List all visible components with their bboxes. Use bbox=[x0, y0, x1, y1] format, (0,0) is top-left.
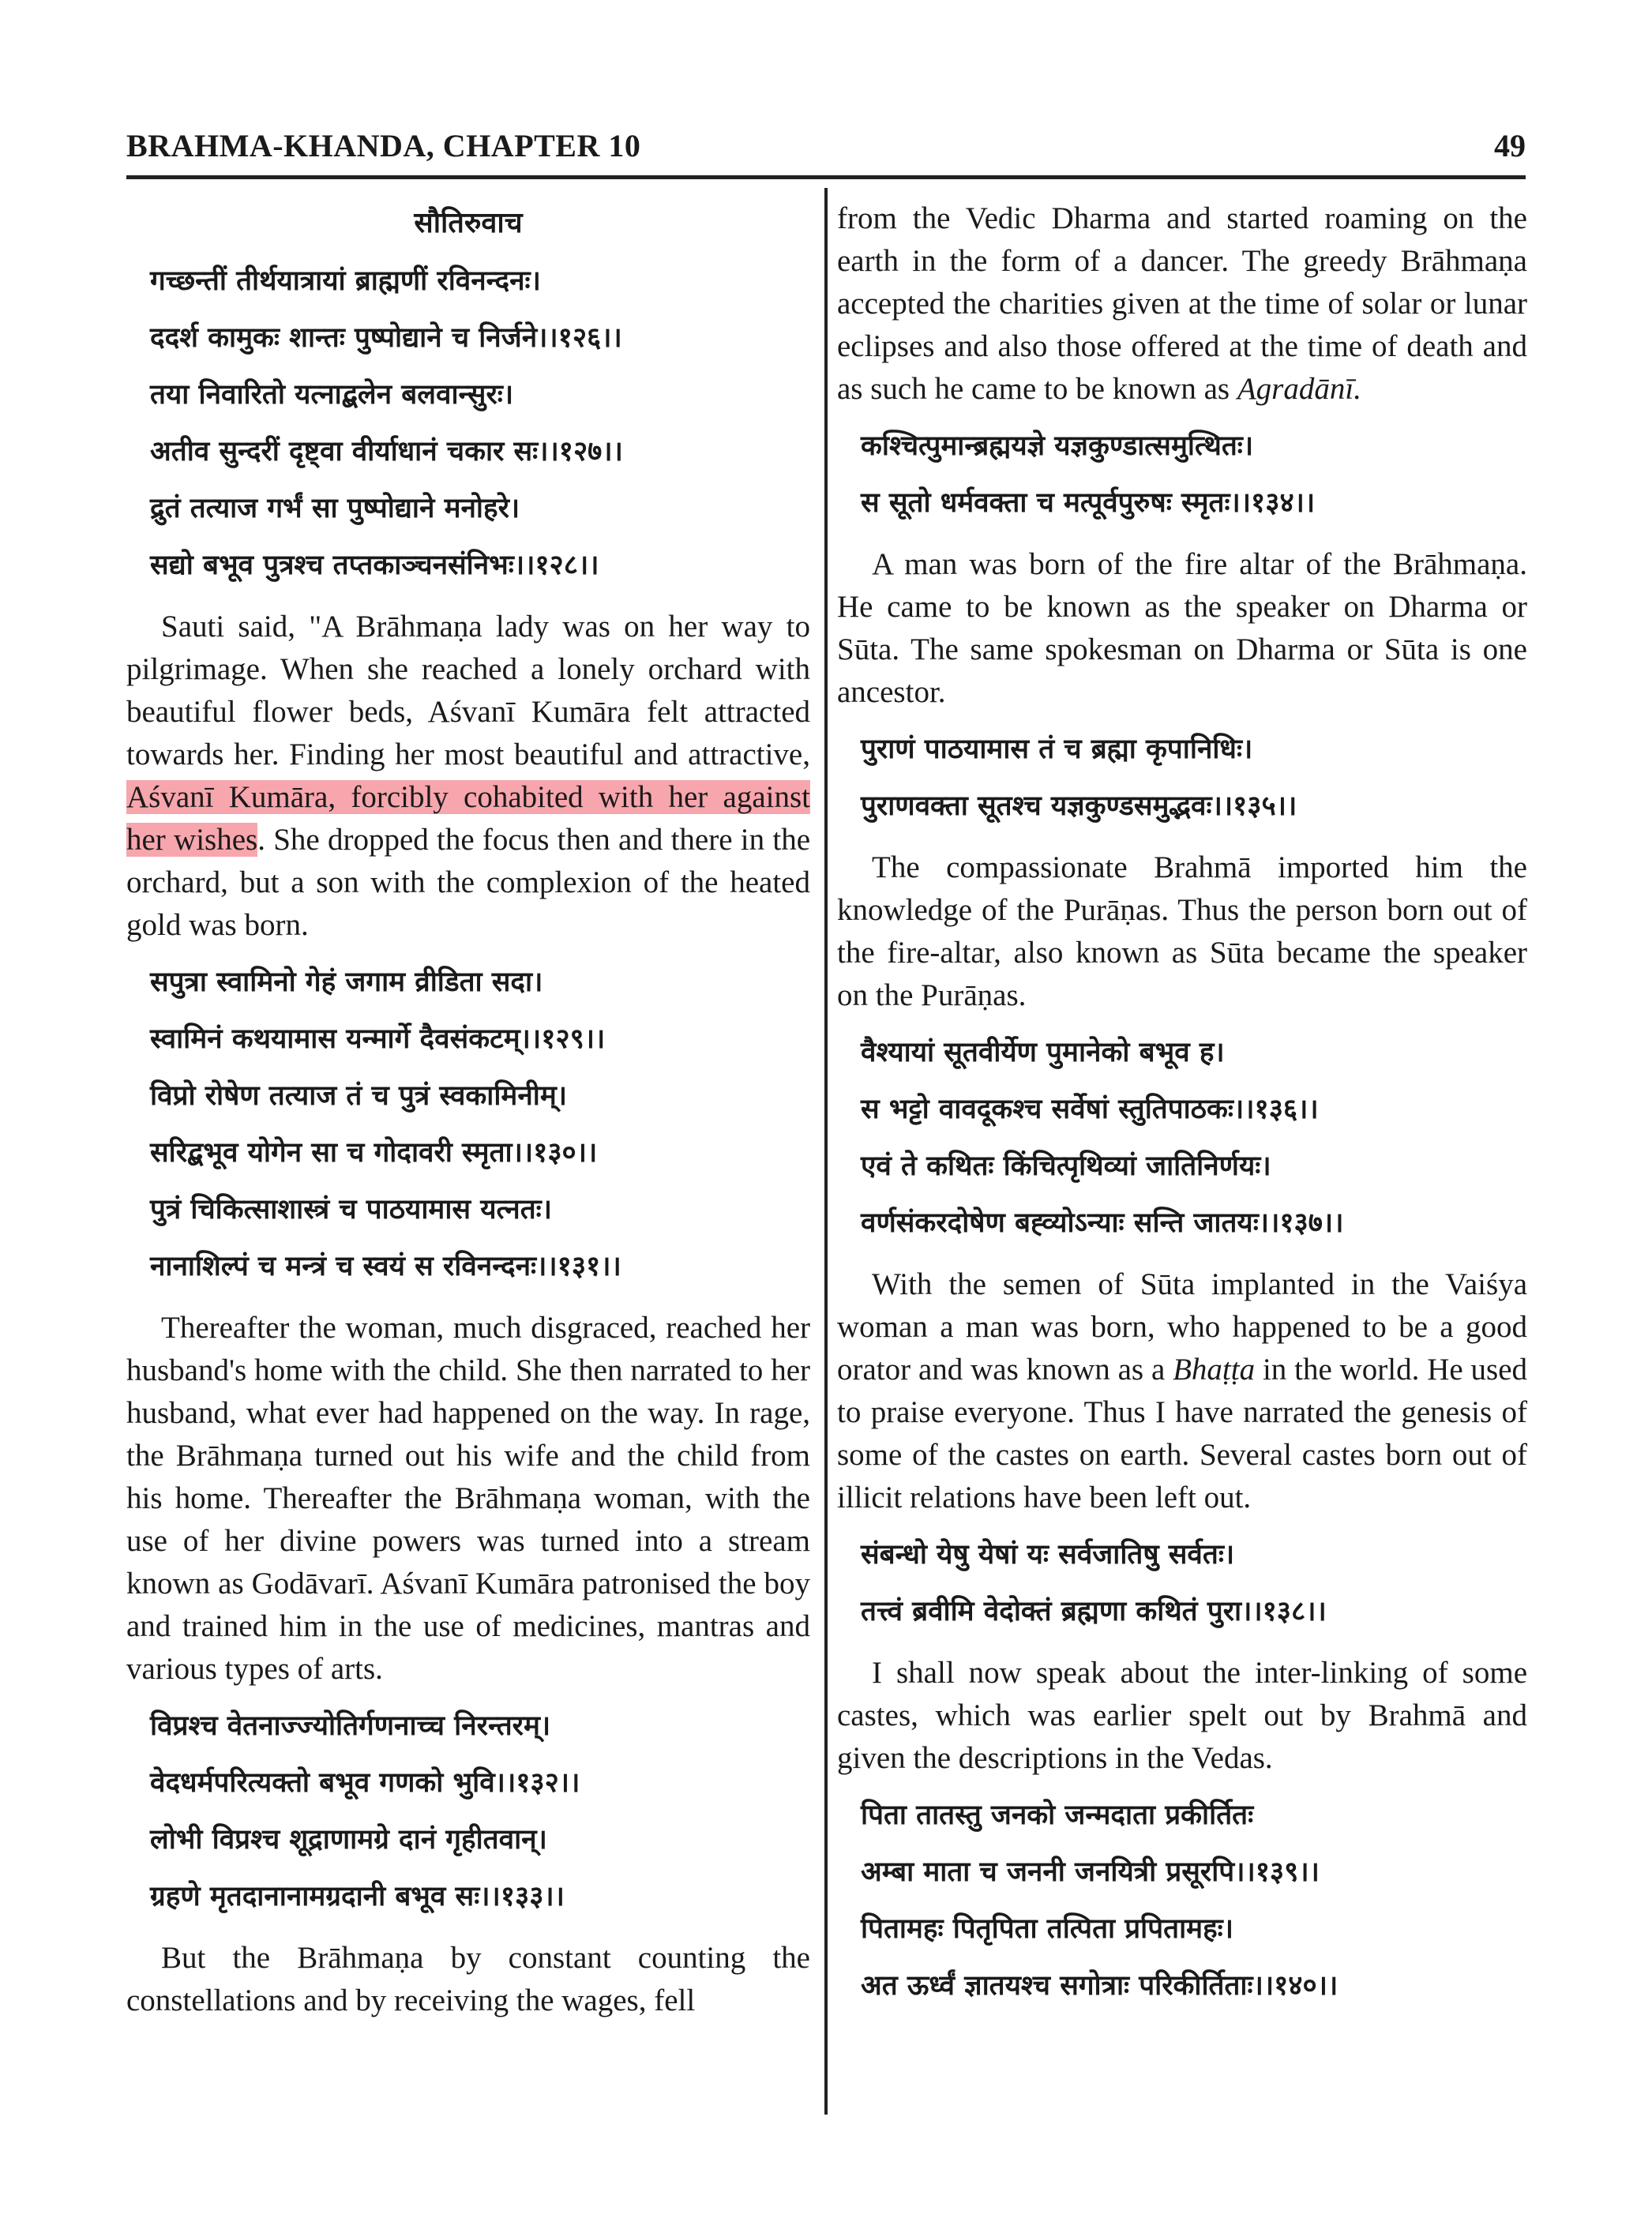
left-column bbox=[126, 197, 810, 2022]
page-number: 49 bbox=[1494, 128, 1526, 163]
verse-block bbox=[837, 733, 1527, 823]
verse-line: अम्बा माता च जननी जनयित्री प्रसूरपि।।१३९।। bbox=[861, 1856, 1320, 1888]
translation-paragraph bbox=[126, 606, 810, 947]
right-column bbox=[837, 197, 1527, 2026]
paragraph-text: . She dropped the focus then and there in the orchard, but a son with the complexion of the heated gold was born. bbox=[126, 823, 811, 942]
verse-block bbox=[126, 1709, 810, 1913]
verse-line: विप्रश्च वेतनाज्ज्योतिर्गणनाच्च निरन्तरम्। bbox=[150, 1710, 551, 1742]
running-title: BRAHMA-KHANDA, CHAPTER 10 bbox=[126, 128, 641, 163]
verse-line: पुत्रं चिकित्साशास्त्रं च पाठयामास यत्नतः। bbox=[150, 1194, 552, 1225]
verse-block bbox=[126, 966, 810, 1283]
verse-line: पुराणवक्ता सूतश्च यज्ञकुण्डसमुद्भवः।।१३५।। bbox=[861, 790, 1297, 822]
verse-line: अतीव सुन्दरीं दृष्ट्वा वीर्याधानं चकार सः।।१२७।। bbox=[150, 436, 623, 467]
translation-paragraph: I shall now speak about the inter-linking of some castes, which was earlier spelt out by Brahmā and given the descriptions in the Vedas. bbox=[837, 1656, 1527, 1775]
translation-paragraph: But the Brāhmaṇa by constant counting the constellations and by receiving the wages, fell bbox=[126, 1941, 810, 2017]
verse-block bbox=[837, 1036, 1527, 1240]
verse-line: द्रुतं तत्याज गर्भं सा पुष्पोद्याने मनोहरे। bbox=[150, 493, 520, 524]
verse-line: एवं ते कथितः किंचित्पृथिव्यां जातिनिर्णयः। bbox=[861, 1150, 1271, 1182]
verse-line: तया निवारितो यत्नाद्बलेन बलवान्सुरः। bbox=[150, 379, 514, 411]
verse-line: विप्रो रोषेण तत्याज तं च पुत्रं स्वकामिनीम्। bbox=[150, 1080, 568, 1112]
verse-heading: सौतिरुवाच bbox=[414, 207, 523, 239]
translation-paragraph: Thereafter the woman, much disgraced, reached her husband's home with the child. She then narrated to her husband, what ever had happened on the way. In rage, the Brāhmaṇa turned out his wife and the child from his home. Thereafter the Brāhmaṇa woman, with the use of her divine powers was turned into a stream known as Godāvarī. Aśvanī Kumāra patronised the boy and trained him in the use of medicines, mantras and various types of arts. bbox=[126, 1311, 810, 1686]
verse-line: तत्त्वं ब्रवीमि वेदोक्तं ब्रह्मणा कथितं पुरा।।१३८।। bbox=[861, 1596, 1327, 1627]
verse-line: नानाशिल्पं च मन्त्रं च स्वयं स रविनन्दनः।।१३१।। bbox=[150, 1251, 621, 1282]
verse-line: पिता तातस्तु जनको जन्मदाता प्रकीर्तितः bbox=[861, 1800, 1254, 1831]
verse-line: सरिद्बभूव योगेन सा च गोदावरी स्मृता।।१३०।। bbox=[150, 1137, 598, 1169]
page-header bbox=[126, 117, 1526, 164]
verse-block bbox=[837, 430, 1527, 520]
highlighted-text: Aśvanī Kumāra, forcibly cohabited with her against her wishes bbox=[126, 780, 810, 857]
verse-line: लोभी विप्रश्च शूद्राणामग्रे दानं गृहीतवान्। bbox=[150, 1824, 547, 1856]
paragraph-text: from the Vedic Dharma and started roaming on the earth in the form of a dancer. The greedy Brāhmaṇa accepted the charities given at the time of solar or lunar eclipses and also those offered at the time of death and as such he came to be known as bbox=[837, 201, 1527, 406]
emphasis-text: Agradānī. bbox=[1237, 372, 1361, 406]
verse-line: स्वामिनं कथयामास यन्मार्गे दैवसंकटम्।।१२९।। bbox=[150, 1023, 606, 1055]
emphasis-text: Bhaṭṭa bbox=[1173, 1353, 1256, 1387]
verse-line: संबन्धो येषु येषां यः सर्वजातिषु सर्वतः। bbox=[861, 1539, 1235, 1571]
verse-line: वैश्यायां सूतवीर्येण पुमानेको बभूव ह। bbox=[861, 1037, 1225, 1068]
verse-line: कश्चित्पुमान्ब्रह्मयज्ञे यज्ञकुण्डात्समुत्थितः। bbox=[861, 430, 1254, 462]
verse-block bbox=[837, 1538, 1527, 1628]
verse-line: गच्छन्तीं तीर्थयात्रायां ब्राह्मणीं रविनन्दनः। bbox=[150, 265, 541, 297]
verse-line: स सूतो धर्मवक्ता च मत्पूर्वपुरुषः स्मृतः।।१३४।। bbox=[861, 487, 1316, 519]
translation-paragraph bbox=[837, 1263, 1527, 1519]
header-rule bbox=[126, 175, 1526, 179]
verse-line: पितामहः पितृपिता तत्पिता प्रपितामहः। bbox=[861, 1913, 1233, 1945]
verse-line: सद्यो बभूव पुत्रश्च तप्तकाञ्चनसंनिभः।।१२८।। bbox=[150, 550, 599, 581]
verse-line: अत ऊर्ध्वं ज्ञातयश्च सगोत्राः परिकीर्तिताः।।१४०।। bbox=[861, 1970, 1338, 2002]
verse-line: ददर्श कामुकः शान्तः पुष्पोद्याने च निर्जने।।१२६।। bbox=[150, 322, 622, 354]
paragraph-text: in the world. He used to praise everyone. Thus I have narrated the genesis of some of the castes on earth. Several castes born out of illicit relations have been left out. bbox=[837, 1353, 1528, 1514]
verse-line: वर्णसंकरदोषेण बह्व्योऽन्याः सन्ति जातयः।।१३७।। bbox=[861, 1207, 1344, 1239]
verse-block bbox=[837, 1799, 1527, 2002]
verse-block bbox=[126, 265, 810, 582]
paragraph-text: Sauti said, "A Brāhmaṇa lady was on her way to pilgrimage. When she reached a lonely orchard with beautiful flower beds, Aśvanī Kumāra felt attracted towards her. Finding her most beautiful and attractive, bbox=[126, 610, 810, 771]
verse-line: सपुत्रा स्वामिनो गेहं जगाम व्रीडिता सदा। bbox=[150, 966, 543, 998]
verse-line: पुराणं पाठयामास तं च ब्रह्मा कृपानिधिः। bbox=[861, 734, 1253, 765]
translation-paragraph bbox=[837, 197, 1527, 411]
translation-paragraph: The compassionate Brahmā imported him the knowledge of the Purāṇas. Thus the person born out of the fire-altar, also known as Sūta became the speaker on the Purāṇas. bbox=[837, 850, 1527, 1012]
paragraph-text: With the semen of Sūta implanted in the Vaiśya woman a man was born, who happened to be a good orator and was known as a bbox=[837, 1267, 1527, 1387]
column-divider bbox=[824, 188, 828, 2115]
translation-paragraph: A man was born of the fire altar of the Brāhmaṇa. He came to be known as the speaker on Dharma or Sūta. The same spokesman on Dharma or Sūta is one ancestor. bbox=[837, 547, 1527, 709]
verse-line: वेदधर्मपरित्यक्तो बभूव गणको भुवि।।१३२।। bbox=[150, 1767, 580, 1799]
verse-line: ग्रहणे मृतदानानामग्रदानी बभूव सः।।१३३।। bbox=[150, 1881, 565, 1912]
verse-line: स भट्टो वावदूकश्च सर्वेषां स्तुतिपाठकः।।१३६।। bbox=[861, 1094, 1319, 1125]
